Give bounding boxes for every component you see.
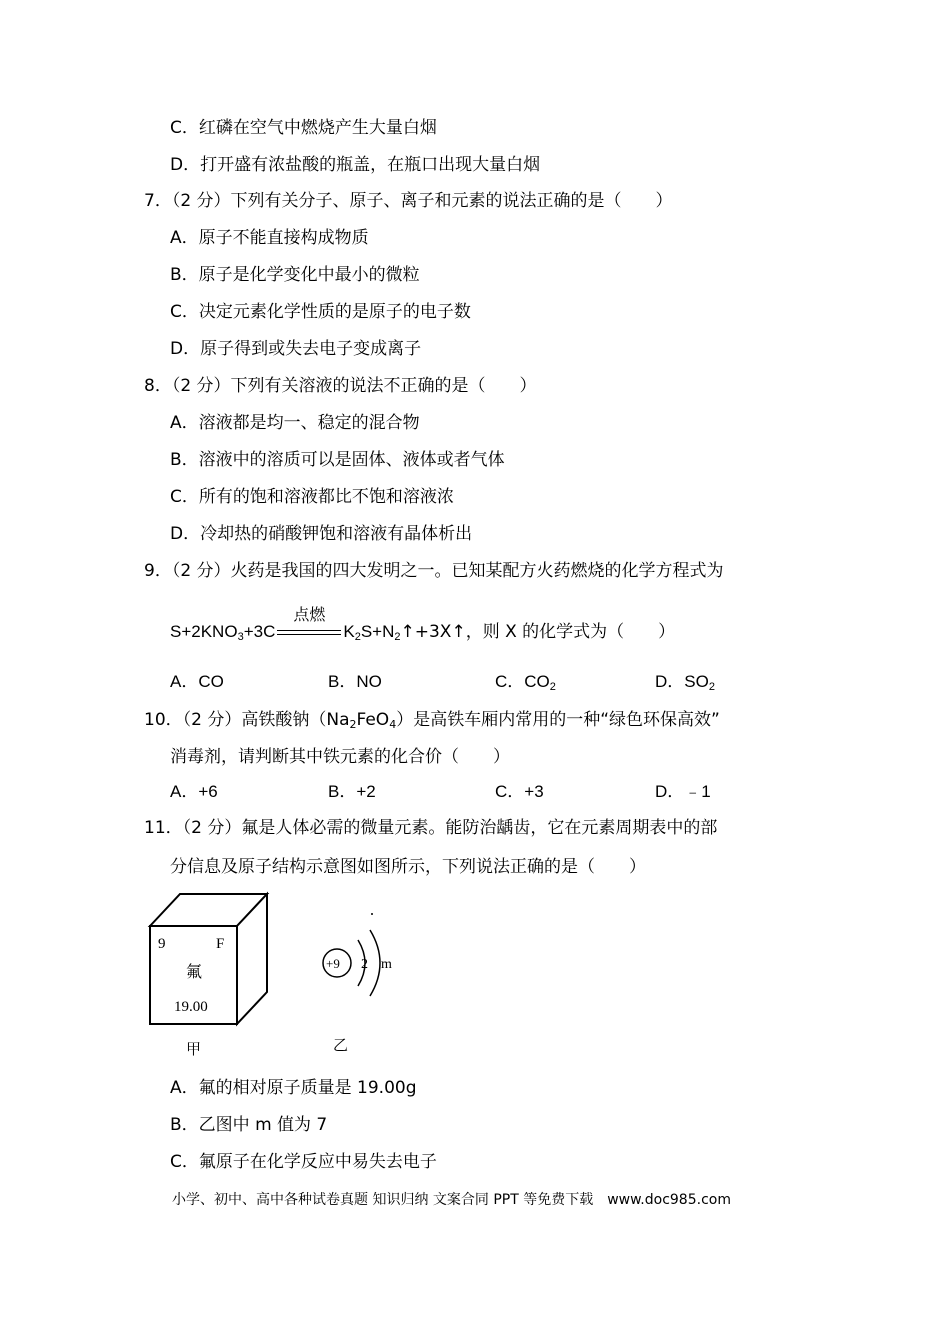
shell2-electrons: m xyxy=(381,957,392,972)
eq-part2: +3C xyxy=(243,622,276,641)
q11-option-b: B．乙图中 m 值为 7 xyxy=(170,1115,328,1135)
q10-option-d: D．﹣1 xyxy=(655,782,711,801)
figure-label-jia: 甲 xyxy=(186,1040,202,1058)
q8-stem: 8．（2 分）下列有关溶液的说法不正确的是（ ） xyxy=(144,376,537,396)
q10-option-c: C．+3 xyxy=(495,782,544,801)
shell1-electrons: 2 xyxy=(361,957,368,972)
q10-option-a: A．+6 xyxy=(170,782,218,801)
q10-stem-line2: 消毒剂，请判断其中铁元素的化合价（ ） xyxy=(170,747,510,767)
page-footer: 小学、初中、高中各种试卷真题 知识归纳 文案合同 PPT 等免费下载 www.doc985.com xyxy=(172,1192,731,1208)
eq-sub2: 2 xyxy=(354,631,361,643)
eq-part4: S+N xyxy=(360,622,395,641)
q11-option-a: A．氟的相对原子质量是 19.00g xyxy=(170,1078,417,1098)
q9-option-a: A．CO xyxy=(170,672,224,691)
q11-option-c: C．氟原子在化学反应中易失去电子 xyxy=(170,1152,437,1172)
q7-option-d: D．原子得到或失去电子变成离子 xyxy=(170,339,422,359)
q8-option-d: D．冷却热的硝酸钾饱和溶液有晶体析出 xyxy=(170,524,473,544)
element-name: 氟 xyxy=(186,962,203,981)
eq-sub1: 3 xyxy=(237,631,244,643)
q9-chemical-equation xyxy=(170,604,676,645)
eq-part5: ↑+3X↑，则 X 的化学式为（ ） xyxy=(400,622,676,642)
q10-stem-line1: 10．（2 分）高铁酸钠$(Na_2FeO_4)$是高铁车厢内常用的一种“绿色环保高效” xyxy=(144,710,720,731)
q7-stem: 7．（2 分）下列有关分子、原子、离子和元素的说法正确的是（ ） xyxy=(144,191,673,211)
element-symbol: F xyxy=(216,936,225,952)
q9-option-b: B．NO xyxy=(328,672,382,691)
figure-label-yi: 乙 xyxy=(333,1036,349,1054)
q7-option-c: C．决定元素化学性质的是原子的电子数 xyxy=(170,302,471,322)
q9-option-d: D．$SO_2$ xyxy=(655,672,715,693)
nucleus-charge: +9 xyxy=(326,956,340,971)
eq-part1: S+2KNO xyxy=(170,622,238,641)
q9-stem: 9．（2 分）火药是我国的四大发明之一。已知某配方火药燃烧的化学方程式为 xyxy=(144,561,724,581)
q6-option-d: D．打开盛有浓盐酸的瓶盖，在瓶口出现大量白烟 xyxy=(170,155,541,175)
q7-option-b: B．原子是化学变化中最小的微粒 xyxy=(170,265,420,285)
element-mass: 19.00 xyxy=(174,999,208,1015)
q10-option-b: B．+2 xyxy=(328,782,376,801)
q8-option-b: B．溶液中的溶质可以是固体、液体或者气体 xyxy=(170,450,505,470)
q7-option-a: A．原子不能直接构成物质 xyxy=(170,228,369,248)
eq-sub3: 2 xyxy=(394,631,401,643)
q9-option-c: C．$CO_2$ xyxy=(495,672,556,693)
atom-structure-figure xyxy=(310,908,410,1018)
eq-part3: K xyxy=(343,622,355,641)
element-number: 9 xyxy=(158,936,166,952)
q8-option-a: A．溶液都是均一、稳定的混合物 xyxy=(170,413,420,433)
q6-option-c: C．红磷在空气中燃烧产生大量白烟 xyxy=(170,118,437,138)
condition-label: 点燃 xyxy=(293,604,326,624)
reaction-condition xyxy=(277,604,341,645)
q11-stem-line1: 11．（2 分）氟是人体必需的微量元素。能防治龋齿，它在元素周期表中的部 xyxy=(144,818,718,838)
q11-stem-line2: 分信息及原子结构示意图如图所示，下列说法正确的是（ ） xyxy=(170,857,646,877)
q8-option-c: C．所有的饱和溶液都比不饱和溶液浓 xyxy=(170,487,454,507)
element-cube-figure xyxy=(140,888,275,1028)
